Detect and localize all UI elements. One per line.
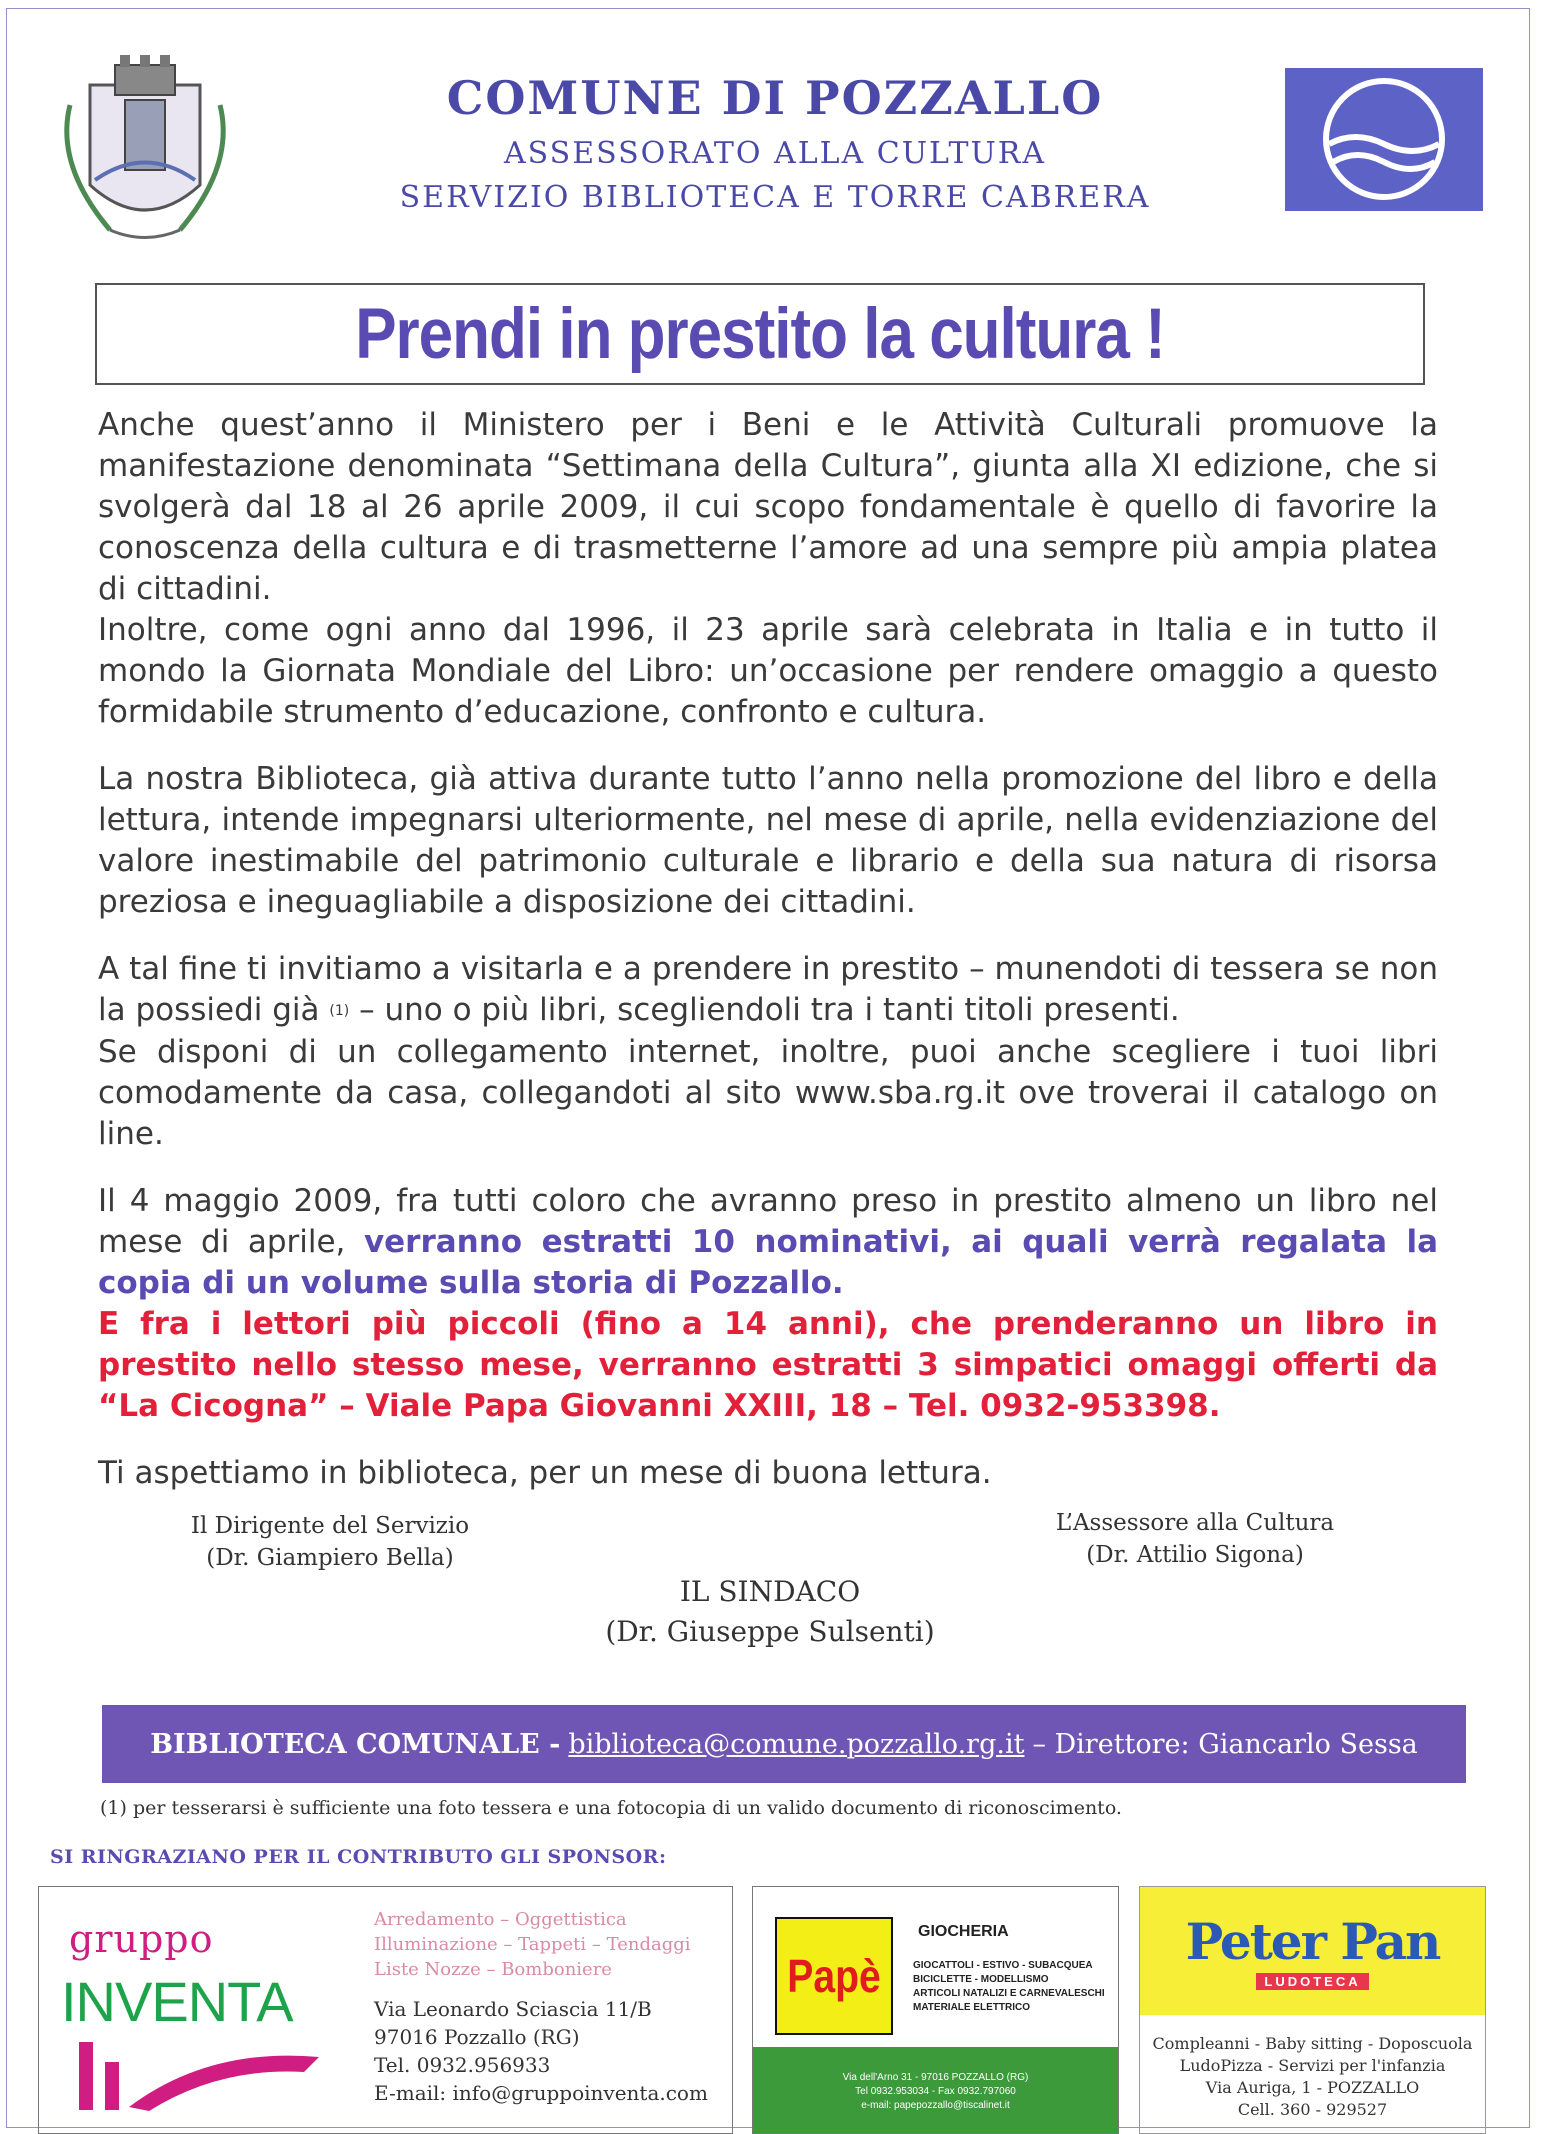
pape-contact-3: e-mail: papepozzallo@tiscalinet.it xyxy=(861,2100,1010,2111)
inventa-services-1: Arredamento – Oggettistica xyxy=(374,1909,627,1930)
inventa-logo-top: gruppo xyxy=(69,1917,214,1961)
inventa-address-4: E-mail: info@gruppoinventa.com xyxy=(374,2081,708,2105)
giocheria-list-4: MATERIALE ELETTRICO xyxy=(913,2002,1031,2013)
library-bar-label: BIBLIOTECA COMUNALE - xyxy=(150,1728,561,1760)
paragraph-6-a: Il 4 maggio 2009, fra tutti coloro che avranno preso in prestito almeno un libro nel mese di aprile, xyxy=(98,1183,1438,1260)
giocheria-list-3: ARTICOLI NATALIZI E CARNEVALESCHI xyxy=(913,1988,1105,1999)
page-title: Prendi in prestito la cultura ! xyxy=(355,294,1165,374)
pape-logo-text: Papè xyxy=(787,1950,881,2002)
giocheria-title: GIOCHERIA xyxy=(918,1923,1009,1940)
paragraph-7: E fra i lettori più piccoli (fino a 14 anni), che prenderanno un libro in prestito nello stesso mese, verranno estratti 3 simpatici omaggi offerti da “La Cicogna” – Viale Papa Giovanni XXIII, 18 – Tel. 0932-953398. xyxy=(98,1306,1438,1424)
header-comune: COMUNE DI POZZALLO xyxy=(446,71,1104,125)
pape-logo xyxy=(775,1917,893,2035)
paragraph-6-b: verranno estratti 10 nominativi, ai quali verrà regalata la copia di un volume sulla storia di Pozzallo. xyxy=(98,1224,1438,1301)
paragraph-3: La nostra Biblioteca, già attiva durante tutto l’anno nella promozione del libro e della lettura, intende impegnarsi ulteriormente, nel mese di aprile, nella evidenziazione del valore inestimabile del patrimonio culturale e librario e della sua natura di risorsa preziosa e ineguagliabile a disposizione dei cittadini. xyxy=(98,761,1438,920)
title-box xyxy=(95,283,1425,385)
signature-sindaco xyxy=(570,1572,970,1652)
sponsors-title: SI RINGRAZIANO PER IL CONTRIBUTO GLI SPONSOR: xyxy=(50,1846,667,1868)
blue-flag-icon xyxy=(1285,68,1483,211)
inventa-logo-icon xyxy=(69,2037,329,2117)
signature-sindaco-name: (Dr. Giuseppe Sulsenti) xyxy=(605,1615,935,1648)
blue-flag-logo xyxy=(1285,68,1483,211)
peter-pan-info-4: Cell. 360 - 929527 xyxy=(1237,2100,1388,2119)
sponsor-peter-pan xyxy=(1139,1886,1486,2134)
peter-pan-info xyxy=(1140,2033,1485,2121)
sponsor-inventa xyxy=(38,1886,733,2134)
peter-pan-info-3: Via Auriga, 1 - POZZALLO xyxy=(1205,2078,1420,2097)
inventa-address-1: Via Leonardo Sciascia 11/B xyxy=(374,1997,652,2021)
signature-dirigente xyxy=(170,1510,490,1574)
peter-pan-info-2: LudoPizza - Servizi per l'infanzia xyxy=(1179,2056,1446,2075)
paragraph-5: Se disponi di un collegamento internet, inoltre, puoi anche scegliere i tuoi libri comodamente da casa, collegandoti al sito www.sba.rg.it ove troverai il catalogo on line. xyxy=(98,1034,1438,1152)
sponsor-pape xyxy=(752,1886,1119,2134)
pape-contact-1: Via dell'Arno 31 - 97016 POZZALLO (RG) xyxy=(842,2072,1029,2083)
inventa-address-2: 97016 Pozzallo (RG) xyxy=(374,2025,580,2049)
giocheria-list-2: BICICLETTE - MODELLISMO xyxy=(913,1974,1049,1985)
footnote-ref: (1) xyxy=(329,1003,350,1019)
peter-pan-logo xyxy=(1140,1887,1485,2015)
header-assessorato: ASSESSORATO ALLA CULTURA xyxy=(503,136,1047,171)
inventa-services xyxy=(374,1907,691,1982)
signature-assessore-role: L’Assessore alla Cultura xyxy=(1055,1510,1335,1536)
paragraph-1: Anche quest’anno il Ministero per i Beni e le Attività Culturali promuove la manifestazione denominata “Settimana della Cultura”, giunta alla XI edizione, che si svolgerà dal 18 al 26 aprile 2009, il cui scopo fondamentale è quello di favorire la conoscenza della cultura e di trasmetterne l’amore ad una sempre più ampia platea di cittadini. xyxy=(98,407,1438,607)
peter-pan-logo-text: Peter Pan xyxy=(1185,1912,1440,1971)
inventa-logo-big: INVENTA xyxy=(61,1970,293,2033)
pape-contact-strip xyxy=(753,2047,1118,2134)
giocheria-list xyxy=(913,1959,1105,2015)
inventa-services-3: Liste Nozze – Bomboniere xyxy=(374,1959,612,1980)
footnote: (1) per tesserarsi è sufficiente una foto tessera e una fotocopia di un valido documento di riconoscimento. xyxy=(100,1797,1122,1819)
signature-assessore xyxy=(1030,1507,1360,1571)
body-text xyxy=(98,405,1438,1494)
coat-of-arms-icon xyxy=(50,45,240,250)
paragraph-8: Ti aspettiamo in biblioteca, per un mese di buona lettura. xyxy=(98,1455,992,1491)
peter-pan-logo-sub: LUDOTECA xyxy=(1256,1973,1368,1990)
header xyxy=(0,0,1541,240)
peter-pan-info-1: Compleanni - Baby sitting - Doposcuola xyxy=(1152,2034,1473,2053)
library-email-link[interactable]: biblioteca@comune.pozzallo.rg.it xyxy=(568,1728,1025,1760)
inventa-services-2: Illuminazione – Tappeti – Tendaggi xyxy=(374,1934,691,1955)
signature-sindaco-role: IL SINDACO xyxy=(679,1575,861,1608)
paragraph-4-a: A tal fine ti invitiamo a visitarla e a prendere in prestito – munendoti di tessera se non la possiedi già xyxy=(98,951,1438,1028)
library-bar xyxy=(102,1705,1466,1783)
signature-dirigente-role: Il Dirigente del Servizio xyxy=(190,1513,470,1539)
library-director: – Direttore: Giancarlo Sessa xyxy=(1032,1728,1418,1760)
paragraph-4-b: – uno o più libri, scegliendoli tra i tanti titoli presenti. xyxy=(359,992,1180,1028)
pape-contact-2: Tel 0932.953034 - Fax 0932.797060 xyxy=(855,2086,1016,2097)
paragraph-4 xyxy=(98,949,1438,1032)
paragraph-2: Inoltre, come ogni anno dal 1996, il 23 aprile sarà celebrata in Italia e in tutto il mondo la Giornata Mondiale del Libro: un’occasione per rendere omaggio a questo formidabile strumento d’educazione, confronto e cultura. xyxy=(98,612,1438,730)
inventa-address xyxy=(374,1995,708,2107)
signature-dirigente-name: (Dr. Giampiero Bella) xyxy=(206,1545,454,1571)
inventa-address-3: Tel. 0932.956933 xyxy=(374,2053,551,2077)
paragraph-6 xyxy=(98,1181,1438,1304)
signature-assessore-name: (Dr. Attilio Sigona) xyxy=(1086,1542,1304,1568)
header-servizio: SERVIZIO BIBLIOTECA E TORRE CABRERA xyxy=(399,180,1151,215)
giocheria-list-1: GIOCATTOLI - ESTIVO - SUBACQUEA xyxy=(913,1960,1093,1971)
